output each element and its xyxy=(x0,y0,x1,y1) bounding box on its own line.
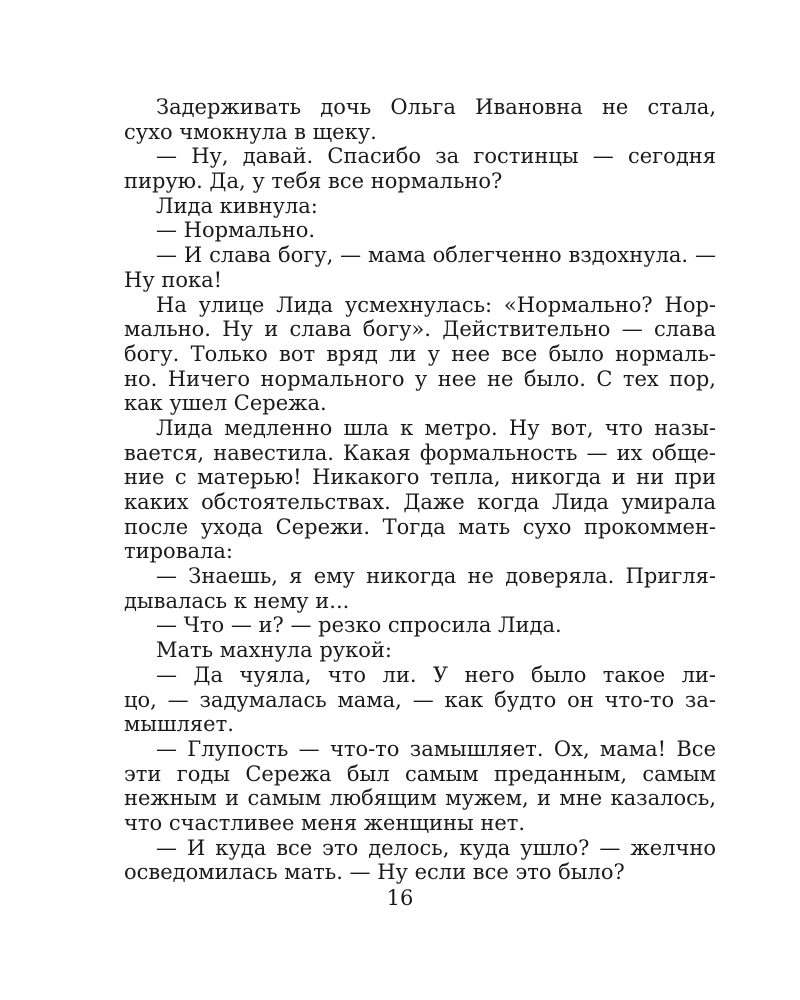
text-line: Ну пока! xyxy=(124,267,223,292)
text-line: — Знаешь, я ему никогда не доверяла. Пригля- xyxy=(156,564,716,589)
text-line: мально. Ну и слава богу». Действительно — слава xyxy=(124,317,716,342)
page-number: 16 xyxy=(386,886,414,910)
text-line: как ушел Сережа. xyxy=(124,391,327,416)
text-line: вается, навестила. Какая формальность — их обще- xyxy=(124,440,716,465)
text-line: ние с матерью! Никакого тепла, никогда и ни при xyxy=(124,465,716,490)
text-line: осведомилась мать. — Ну если все это было? xyxy=(124,860,625,885)
text-line: На улице Лида усмехнулась: «Нормально? Нор- xyxy=(156,292,716,317)
text-line: каких обстоятельствах. Даже когда Лида умирала xyxy=(124,490,716,514)
text-line: — И куда все это делось, куда ушло? — желчно xyxy=(156,835,716,860)
text-line: — Что — и? — резко спросила Лида. xyxy=(156,613,562,638)
text-line: пирую. Да, у тебя все нормально? xyxy=(124,169,503,194)
text-line: Лида медленно шла к метро. Ну вот, что назы- xyxy=(156,415,716,440)
text-line: — И слава богу, — мама облегченно вздохнула. — xyxy=(156,243,716,268)
text-line: что счастливее меня женщины нет. xyxy=(124,810,526,835)
text-line: — Глупость — что-то замышляет. Ох, мама! Все xyxy=(156,736,716,761)
body-text xyxy=(124,95,716,885)
text-line: — Нормально. xyxy=(156,218,316,243)
text-line: Лида кивнула: xyxy=(156,193,318,218)
text-line: нежным и самым любящим мужем, и мне казалось, xyxy=(124,786,716,811)
text-line: сухо чмокнула в щеку. xyxy=(124,119,377,144)
text-line: — Да чуяла, что ли. У него было такое ли- xyxy=(156,662,716,687)
text-line: дывалась к нему и... xyxy=(124,588,350,613)
text-line: — Ну, давай. Спасибо за гостинцы — сегодня xyxy=(156,144,716,169)
text-line: Мать махнула рукой: xyxy=(156,638,392,663)
text-line: после ухода Сережи. Тогда мать сухо прокоммен- xyxy=(124,514,716,539)
text-line: богу. Только вот вряд ли у нее все было нормаль- xyxy=(124,341,716,366)
text-line: мышляет. xyxy=(124,712,234,737)
text-line: цо, — задумалась мама, — как будто он что-то за- xyxy=(124,687,716,712)
text-line: Задерживать дочь Ольга Ивановна не стала, xyxy=(156,95,716,119)
text-line: эти годы Сережа был самым преданным, самым xyxy=(124,761,716,786)
text-line: тировала: xyxy=(124,539,233,564)
text-line: но. Ничего нормального у нее не было. С тех пор, xyxy=(124,366,716,391)
